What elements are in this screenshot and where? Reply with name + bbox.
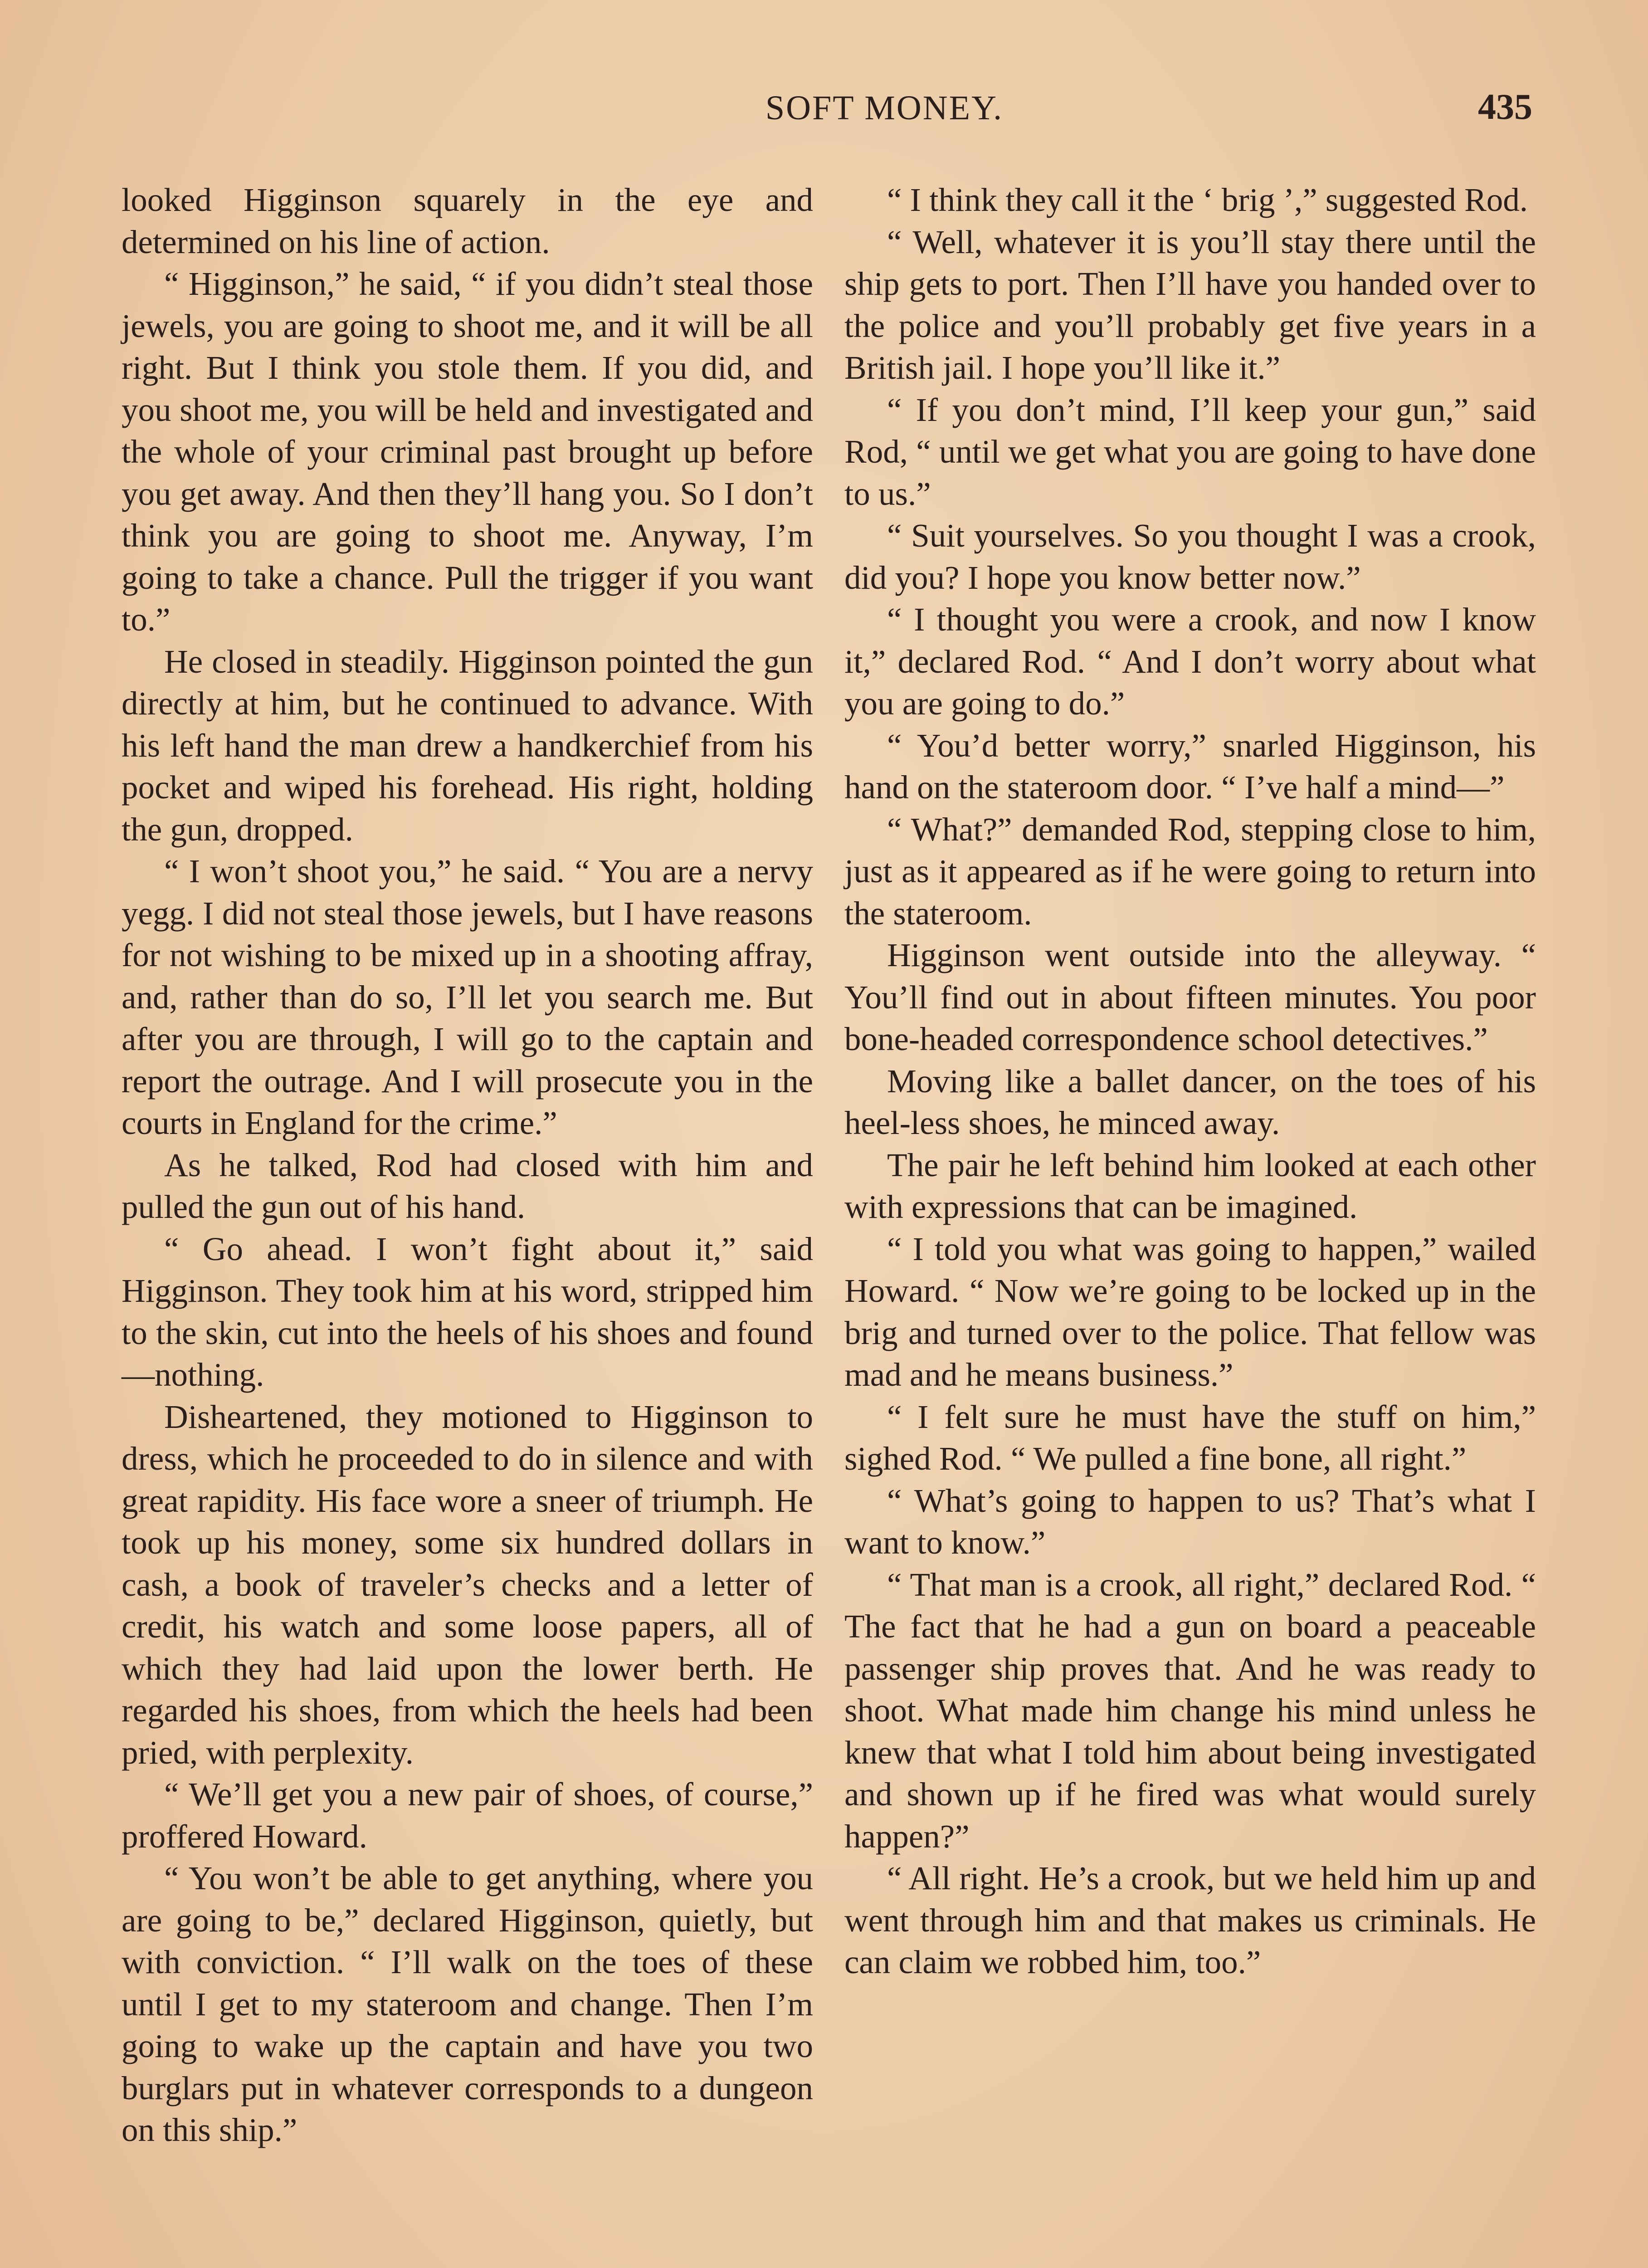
- paragraph: Disheartened, they motioned to Higginson to dress, which he proceeded to do in silence and with great rapidity. His face wore a sneer of triumph. He took up his money, some six hundred dollars in cash, a book of traveler’s checks and a letter of credit, his watch and some loose papers, all of which they had laid upon the lower berth. He regarded his shoes, from which the heels had been pried, with perplexity.: [122, 1398, 813, 1771]
- paragraph: “ What?” demanded Rod, stepping close to him, just as it appeared as if he were going to return into the stateroom.: [844, 811, 1536, 932]
- paragraph: “ That man is a crook, all right,” declared Rod. “ The fact that he had a gun on board a peaceable passenger ship proves that. And he was ready to shoot. What made him change his mind unless he knew that what I told him about being investigated and shown up if he fired was what would surely happen?”: [844, 1566, 1536, 1855]
- page-number: 435: [1478, 87, 1532, 127]
- paragraph: “ I won’t shoot you,” he said. “ You are a nervy yegg. I did not steal those jewels, but I have reasons for not wishing to be mixed up in a shooting affray, and, rather than do so, I’ll let you search me. But after you are through, I will go to the captain and report the outrage. And I will prosecute you in the courts in England for the crime.”: [122, 853, 813, 1141]
- left-text-column: [122, 179, 813, 2151]
- paragraph: He closed in steadily. Higginson pointed the gun directly at him, but he continued to advance. With his left hand the man drew a handkerchief from his pocket and wiped his forehead. His right, holding the gun, dropped.: [122, 643, 813, 848]
- paragraph: “ We’ll get you a new pair of shoes, of course,” proffered Howard.: [122, 1776, 813, 1855]
- right-text-column: [844, 179, 1536, 1984]
- paragraph: “ What’s going to happen to us? That’s what I want to know.”: [844, 1482, 1536, 1561]
- running-title: SOFT MONEY.: [765, 89, 1004, 127]
- paragraph: Moving like a ballet dancer, on the toes of his heel-less shoes, he minced away.: [844, 1062, 1536, 1141]
- paragraph: “ All right. He’s a crook, but we held him up and went through him and that makes us criminals. He can claim we robbed him, too.”: [844, 1860, 1536, 1980]
- paragraph: “ I felt sure he must have the stuff on him,” sighed Rod. “ We pulled a fine bone, all right.”: [844, 1398, 1536, 1477]
- paragraph: looked Higginson squarely in the eye and determined on his line of action.: [122, 181, 813, 260]
- paragraph: “ Well, whatever it is you’ll stay there until the ship gets to port. Then I’ll have you handed over to the police and you’ll probably get five years in a British jail. I hope you’ll like it.”: [844, 223, 1536, 386]
- paragraph: Higginson went outside into the alleyway. “ You’ll find out in about fifteen minutes. You poor bone-headed correspondence school detectives.”: [844, 937, 1536, 1057]
- paragraph: “ You’d better worry,” snarled Higginson, his hand on the stateroom door. “ I’ve half a mind—”: [844, 727, 1536, 806]
- paragraph: “ If you don’t mind, I’ll keep your gun,” said Rod, “ until we get what you are going to have done to us.”: [844, 391, 1536, 512]
- paragraph: “ I think they call it the ‘ brig ’,” suggested Rod.: [887, 181, 1528, 218]
- paragraph: As he talked, Rod had closed with him and pulled the gun out of his hand.: [122, 1146, 813, 1225]
- paragraph: “ I thought you were a crook, and now I know it,” declared Rod. “ And I don’t worry about what you are going to do.”: [844, 601, 1536, 722]
- paragraph: The pair he left behind him looked at each other with expressions that can be imagined.: [844, 1146, 1536, 1225]
- paragraph: “ Higginson,” he said, “ if you didn’t steal those jewels, you are going to shoot me, and it will be all right. But I think you stole them. If you did, and you shoot me, you will be held and investigated and the whole of your criminal past brought up before you get away. And then they’ll hang you. So I don’t think you are going to shoot me. Anyway, I’m going to take a chance. Pull the trigger if you want to.”: [122, 265, 813, 638]
- paragraph: “ Suit yourselves. So you thought I was a crook, did you? I hope you know better now.”: [844, 517, 1536, 596]
- paragraph: “ Go ahead. I won’t fight about it,” said Higginson. They took him at his word, stripped him to the skin, cut into the heels of his shoes and found—nothing.: [122, 1230, 813, 1393]
- paragraph: “ I told you what was going to happen,” wailed Howard. “ Now we’re going to be locked up in the brig and turned over to the police. That fellow was mad and he means business.”: [844, 1230, 1536, 1393]
- paragraph: “ You won’t be able to get anything, where you are going to be,” declared Higginson, quietly, but with conviction. “ I’ll walk on the toes of these until I get to my stateroom and change. Then I’m going to wake up the captain and have you two burglars put in whatever corresponds to a dungeon on this ship.”: [122, 1860, 813, 2148]
